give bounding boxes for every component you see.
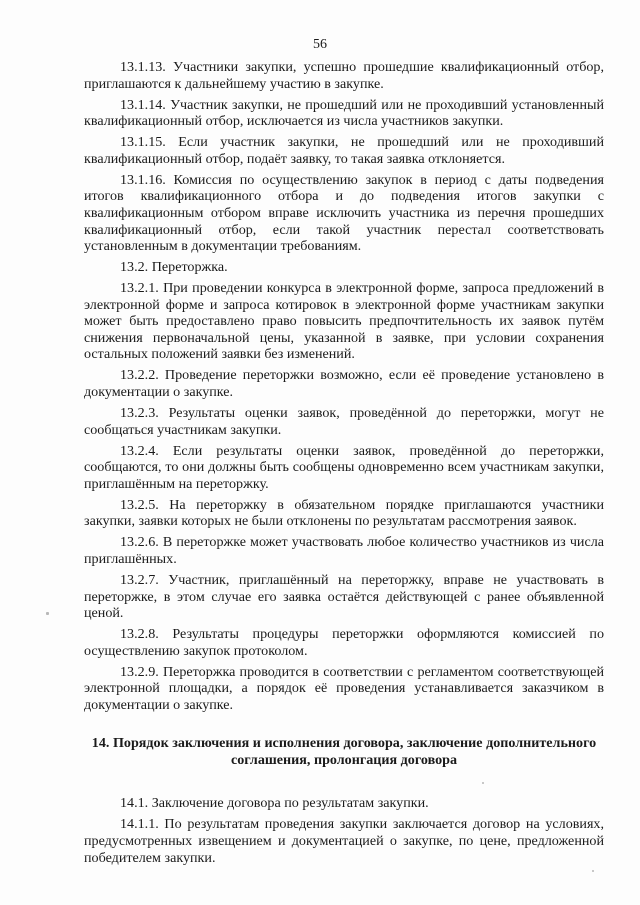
document-body	[84, 59, 604, 871]
paragraph-13-2-2: 13.2.2. Проведение переторжки возможно, если её проведение установлено в документации о закупке.	[84, 367, 604, 401]
paragraph-14-1-1: 14.1.1. По результатам проведения закупки заключается договор на условиях, предусмотренных извещением и документацией о закупке, по цене, предложенной победителем закупки.	[84, 816, 604, 866]
paragraph-13-2-5: 13.2.5. На переторжку в обязательном порядке приглашаются участники закупки, заявки которых не были отклонены по результатам рассмотрения заявок.	[84, 496, 604, 530]
paragraph-13-2-6: 13.2.6. В переторжке может участвовать любое количество участников из числа приглашённых.	[84, 534, 604, 567]
paragraph-13-2-1: 13.2.1. При проведении конкурса в электронной форме, запроса предложений в электронной форме и запроса котировок в электронной форме участникам закупки может быть предоставлено право повысить предпочтительность их заявок путём снижения первоначальной цены, указанной в заявке, при условии сохранения остальных положений заявки без изменений.	[84, 280, 604, 363]
paragraph-13-2-8: 13.2.8. Результаты процедуры переторжки оформляются комиссией по осуществлению закупок протоколом.	[84, 626, 604, 659]
paragraph-13-2: 13.2. Переторжка.	[120, 259, 228, 276]
page-number: 56	[313, 37, 327, 52]
paragraph-13-2-7: 13.2.7. Участник, приглашённый на переторжку, вправе не участвовать в переторжке, в этом случае его заявка остаётся действующей с ранее объявленной ценой.	[84, 571, 604, 622]
paragraph-13-1-15: 13.1.15. Если участник закупки, не прошедший или не проходивший квалификационный отбор, подаёт заявку, то такая заявка отклоняется.	[84, 134, 604, 167]
section-13-paragraphs	[84, 59, 604, 713]
scan-speck	[592, 870, 594, 872]
scan-speck	[46, 612, 49, 615]
section-14-heading: 14. Порядок заключения и исполнения договора, заключение дополнительного соглашения, пролонгация договора	[91, 735, 597, 769]
paragraph-14-1: 14.1. Заключение договора по результатам закупки.	[120, 795, 429, 812]
section-14-paragraphs	[84, 795, 604, 866]
paragraph-13-1-14: 13.1.14. Участник закупки, не прошедший или не проходивший установленный квалификационный отбор, исключается из числа участников закупки.	[84, 96, 604, 130]
paragraph-13-2-3: 13.2.3. Результаты оценки заявок, проведённой до переторжки, могут не сообщаться участникам закупки.	[84, 405, 604, 438]
scan-speck	[482, 782, 484, 784]
paragraph-13-1-13: 13.1.13. Участники закупки, успешно прошедшие квалификационный отбор, приглашаются к дальнейшему участию в закупке.	[84, 59, 604, 92]
paragraph-13-1-16: 13.1.16. Комиссия по осуществлению закупок в период с даты подведения итогов квалификационного отбора и до подведения итогов закупки с квалификационным отбором вправе исключить участника из перечня прошедших квалификационный отбор, если такой участник перестал соответствовать установленным в документации требованиям.	[84, 171, 604, 255]
paragraph-13-2-9: 13.2.9. Переторжка проводится в соответствии с регламентом соответствующей электронной площадки, а порядок её проведения устанавливается заказчиком в документации о закупке.	[84, 663, 604, 713]
paragraph-13-2-4: 13.2.4. Если результаты оценки заявок, проведённой до переторжки, сообщаются, то они должны быть сообщены одновременно всем участникам закупки, приглашённым на переторжку.	[84, 442, 604, 492]
